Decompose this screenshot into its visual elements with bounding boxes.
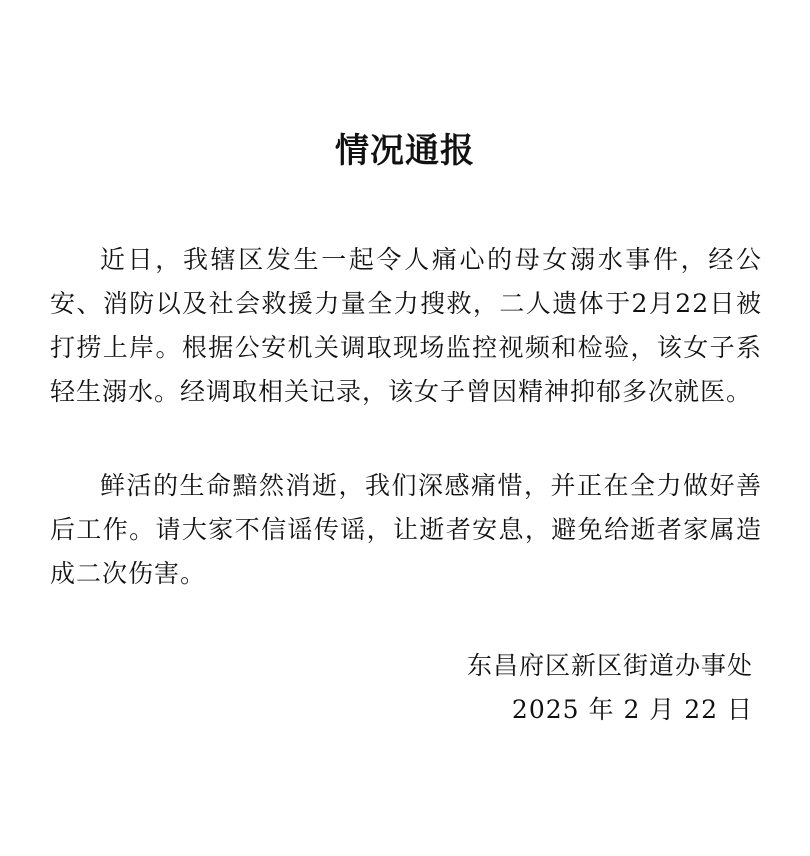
issue-date: 2025 年 2 月 22 日 — [511, 695, 753, 724]
issuer-name: 东昌府区新区街道办事处 — [466, 651, 753, 680]
signature-block — [467, 644, 753, 732]
paragraph-statement: 鲜活的生命黯然消逝，我们深感痛惜，并正在全力做好善后工作。请大家不信谣传谣，让逝者安息，避免给逝者家属造成二次伤害。 — [50, 471, 762, 588]
paragraph-incident: 近日，我辖区发生一起令人痛心的母女溺水事件，经公安、消防以及社会救援力量全力搜救，二人遗体于2月22日被打捞上岸。根据公安机关调取现场监控视频和检验，该女子系轻生溺水。经调取相关记录，该女子曾因精神抑郁多次就医。 — [50, 245, 762, 406]
document-title: 情况通报 — [335, 131, 475, 171]
